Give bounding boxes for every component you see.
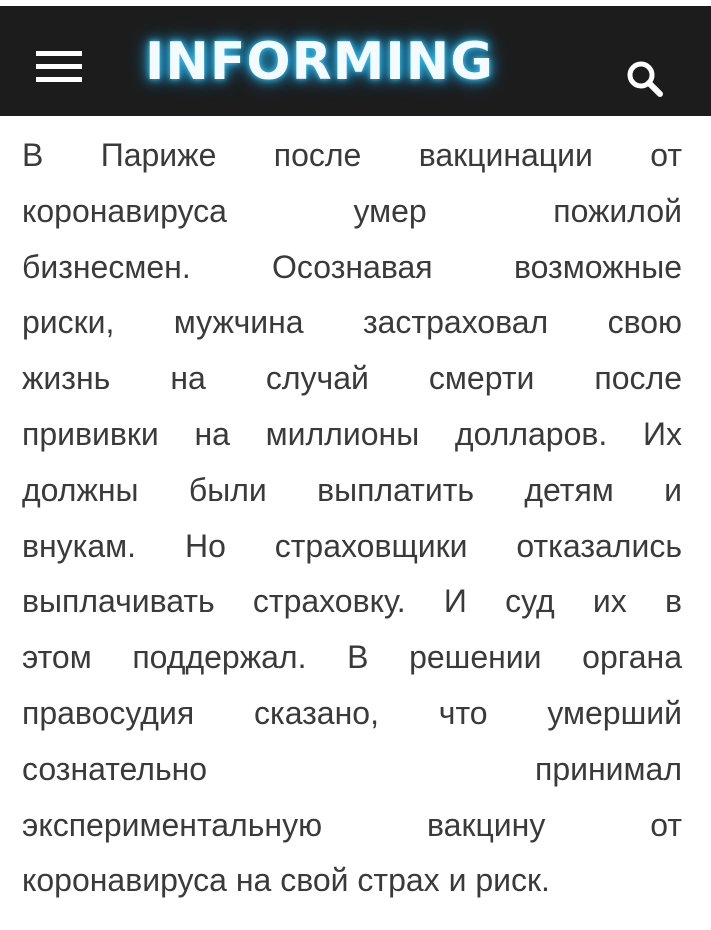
- article-line: В Париже после вакцинации от: [22, 137, 682, 173]
- article-line: этом поддержал. В решении органа: [22, 639, 682, 676]
- article-line: сознательно принимал: [22, 750, 682, 787]
- article-line: правосудия сказано, что умерший: [22, 694, 682, 731]
- article-line: риски, мужчина застраховал свою: [22, 304, 682, 341]
- hamburger-menu-icon[interactable]: [36, 51, 82, 83]
- site-header: [0, 6, 711, 116]
- search-icon[interactable]: [624, 58, 664, 98]
- article-line: коронавируса на свой страх и риск.: [22, 862, 550, 899]
- article-line: бизнесмен. Осознавая возможные: [22, 248, 682, 285]
- site-logo[interactable]: INFORMING: [145, 32, 494, 92]
- article-line: коронавируса умер пожилой: [22, 192, 682, 229]
- article-line: внукам. Но страховщики отказались: [22, 527, 682, 564]
- article-line: должны были выплатить детям и: [22, 471, 682, 508]
- article-line: экспериментальную вакцину от: [22, 806, 682, 843]
- article-line: выплачивать страховку. И суд их в: [22, 583, 682, 620]
- article-line: прививки на миллионы долларов. Их: [22, 415, 682, 452]
- article-line: жизнь на случай смерти после: [22, 360, 682, 397]
- article-body: [22, 128, 682, 909]
